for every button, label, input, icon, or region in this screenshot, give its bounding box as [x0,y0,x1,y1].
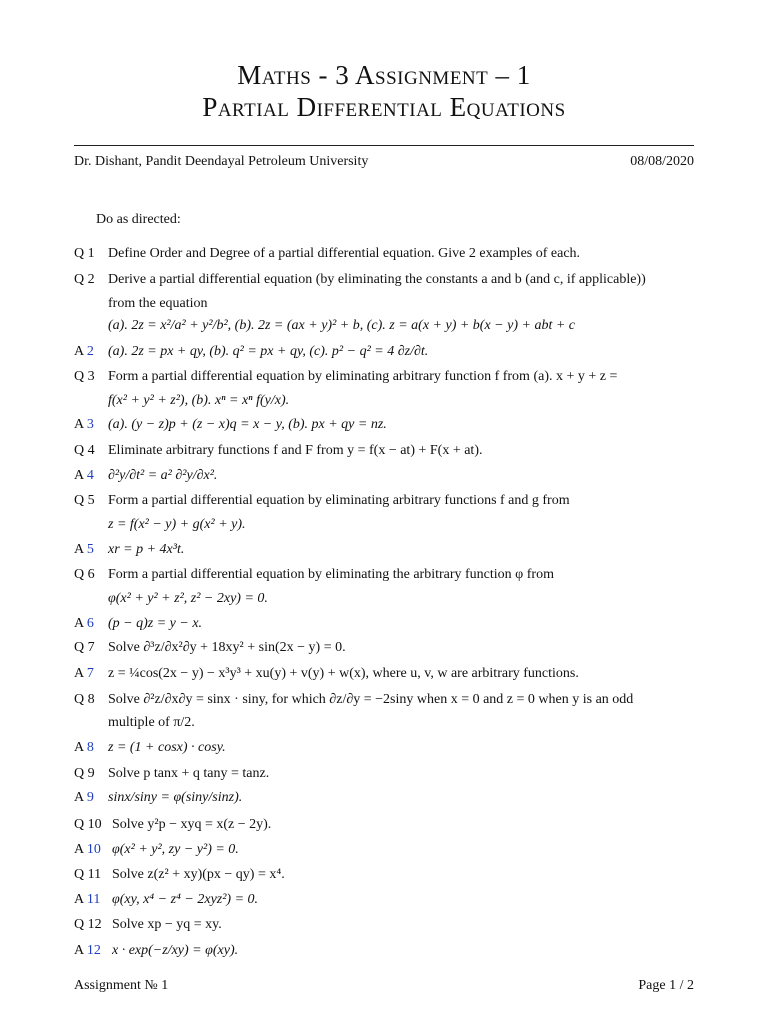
item-label: A 6 [74,616,94,631]
header-rule [74,145,694,146]
item-label: Q 7 [74,640,95,655]
item-label: A 10 [74,842,101,857]
item-text: z = ¼cos(2x − y) − x³y³ + xu(y) + v(y) + w(x), where u, v, w are arbitrary functions. [108,666,579,681]
item-text: Solve ∂²z/∂x∂y = sinx · siny, for which ∂z/∂y = −2siny when x = 0 and z = 0 when y is an odd multiple of π/2. [108,692,634,730]
item-label: A 9 [74,790,94,805]
item-label: Q 5 [74,493,95,508]
item-label: Q 2 [74,272,95,287]
date: 08/08/2020 [630,154,694,169]
item-text: Form a partial differential equation by eliminating arbitrary function f from (a). x + y + z = f(x² + y² + z²), (b). xⁿ = xⁿ f(y/x). [108,369,618,408]
item-label: A 7 [74,666,94,681]
author-line: Dr. Dishant, Pandit Deendayal Petroleum University [74,154,369,169]
item-text: Solve y²p − xyq = x(z − 2y). [112,817,272,832]
item-label: Q 3 [74,369,95,384]
item-label: Q 11 [74,867,102,882]
item-text: Solve z(z² + xy)(px − qy) = x⁴. [112,867,285,882]
item-text: Form a partial differential equation by eliminating the arbitrary function φ from φ(x² + y² + z², z² − 2xy) = 0. [108,567,554,606]
title-line-2: Partial Differential Equations [202,92,566,122]
item-label: A 11 [74,892,101,907]
footer-assignment-number: Assignment № 1 [74,978,169,993]
item-text: Solve p tanx + q tany = tanz. [108,766,270,781]
item-label: Q 6 [74,567,95,582]
item-label: Q 12 [74,917,102,932]
item-text: sinx/siny = φ(siny/sinz). [108,790,243,805]
title-line-1: Maths - 3 Assignment – 1 [237,60,531,90]
item-text: (p − q)z = y − x. [108,616,203,631]
item-label: Q 10 [74,817,102,832]
item-text: x · exp(−z/xy) = φ(xy). [112,943,239,958]
item-label: Q 9 [74,766,95,781]
item-label: A 4 [74,468,94,483]
footer-page-number: Page 1 / 2 [638,978,694,993]
item-label: A 3 [74,417,94,432]
item-text: (a). 2z = px + qy, (b). q² = px + qy, (c). p² − q² = 4 ∂z/∂t. [108,344,429,359]
item-text: xr = p + 4x³t. [108,542,185,557]
item-text: φ(x² + y², zy − y²) = 0. [112,842,239,857]
item-label: A 12 [74,943,101,958]
item-text: Solve xp − yq = xy. [112,917,222,932]
item-text: Form a partial differential equation by eliminating arbitrary functions f and g from z = f(x² − y) + g(x² + y). [108,493,570,532]
item-text: ∂²y/∂t² = a² ∂²y/∂x². [108,468,218,483]
item-label: A 5 [74,542,94,557]
item-label: Q 8 [74,692,95,707]
item-label: A 2 [74,344,94,359]
instruction: Do as directed: [96,212,181,227]
item-text: Derive a partial differential equation (by eliminating the constants a and b (and c, if applicable)) from the equation (a). 2z = x²/a² + y²/b², (b). 2z = (ax + y)² + b, (c). z = a(x + y) + b(x − y) + abt + c [108,272,646,333]
item-text: φ(xy, x⁴ − z⁴ − 2xyz²) = 0. [112,892,259,907]
item-text: Solve ∂³z/∂x²∂y + 18xy² + sin(2x − y) = 0. [108,640,346,655]
item-text: Eliminate arbitrary functions f and F from y = f(x − at) + F(x + at). [108,443,483,458]
item-label: Q 4 [74,443,95,458]
item-label: Q 1 [74,246,95,261]
item-text: (a). (y − z)p + (z − x)q = x − y, (b). px + qy = nz. [108,417,387,432]
item-text: z = (1 + cosx) · cosy. [108,740,226,755]
item-label: A 8 [74,740,94,755]
item-text: Define Order and Degree of a partial differential equation. Give 2 examples of each. [108,246,581,261]
